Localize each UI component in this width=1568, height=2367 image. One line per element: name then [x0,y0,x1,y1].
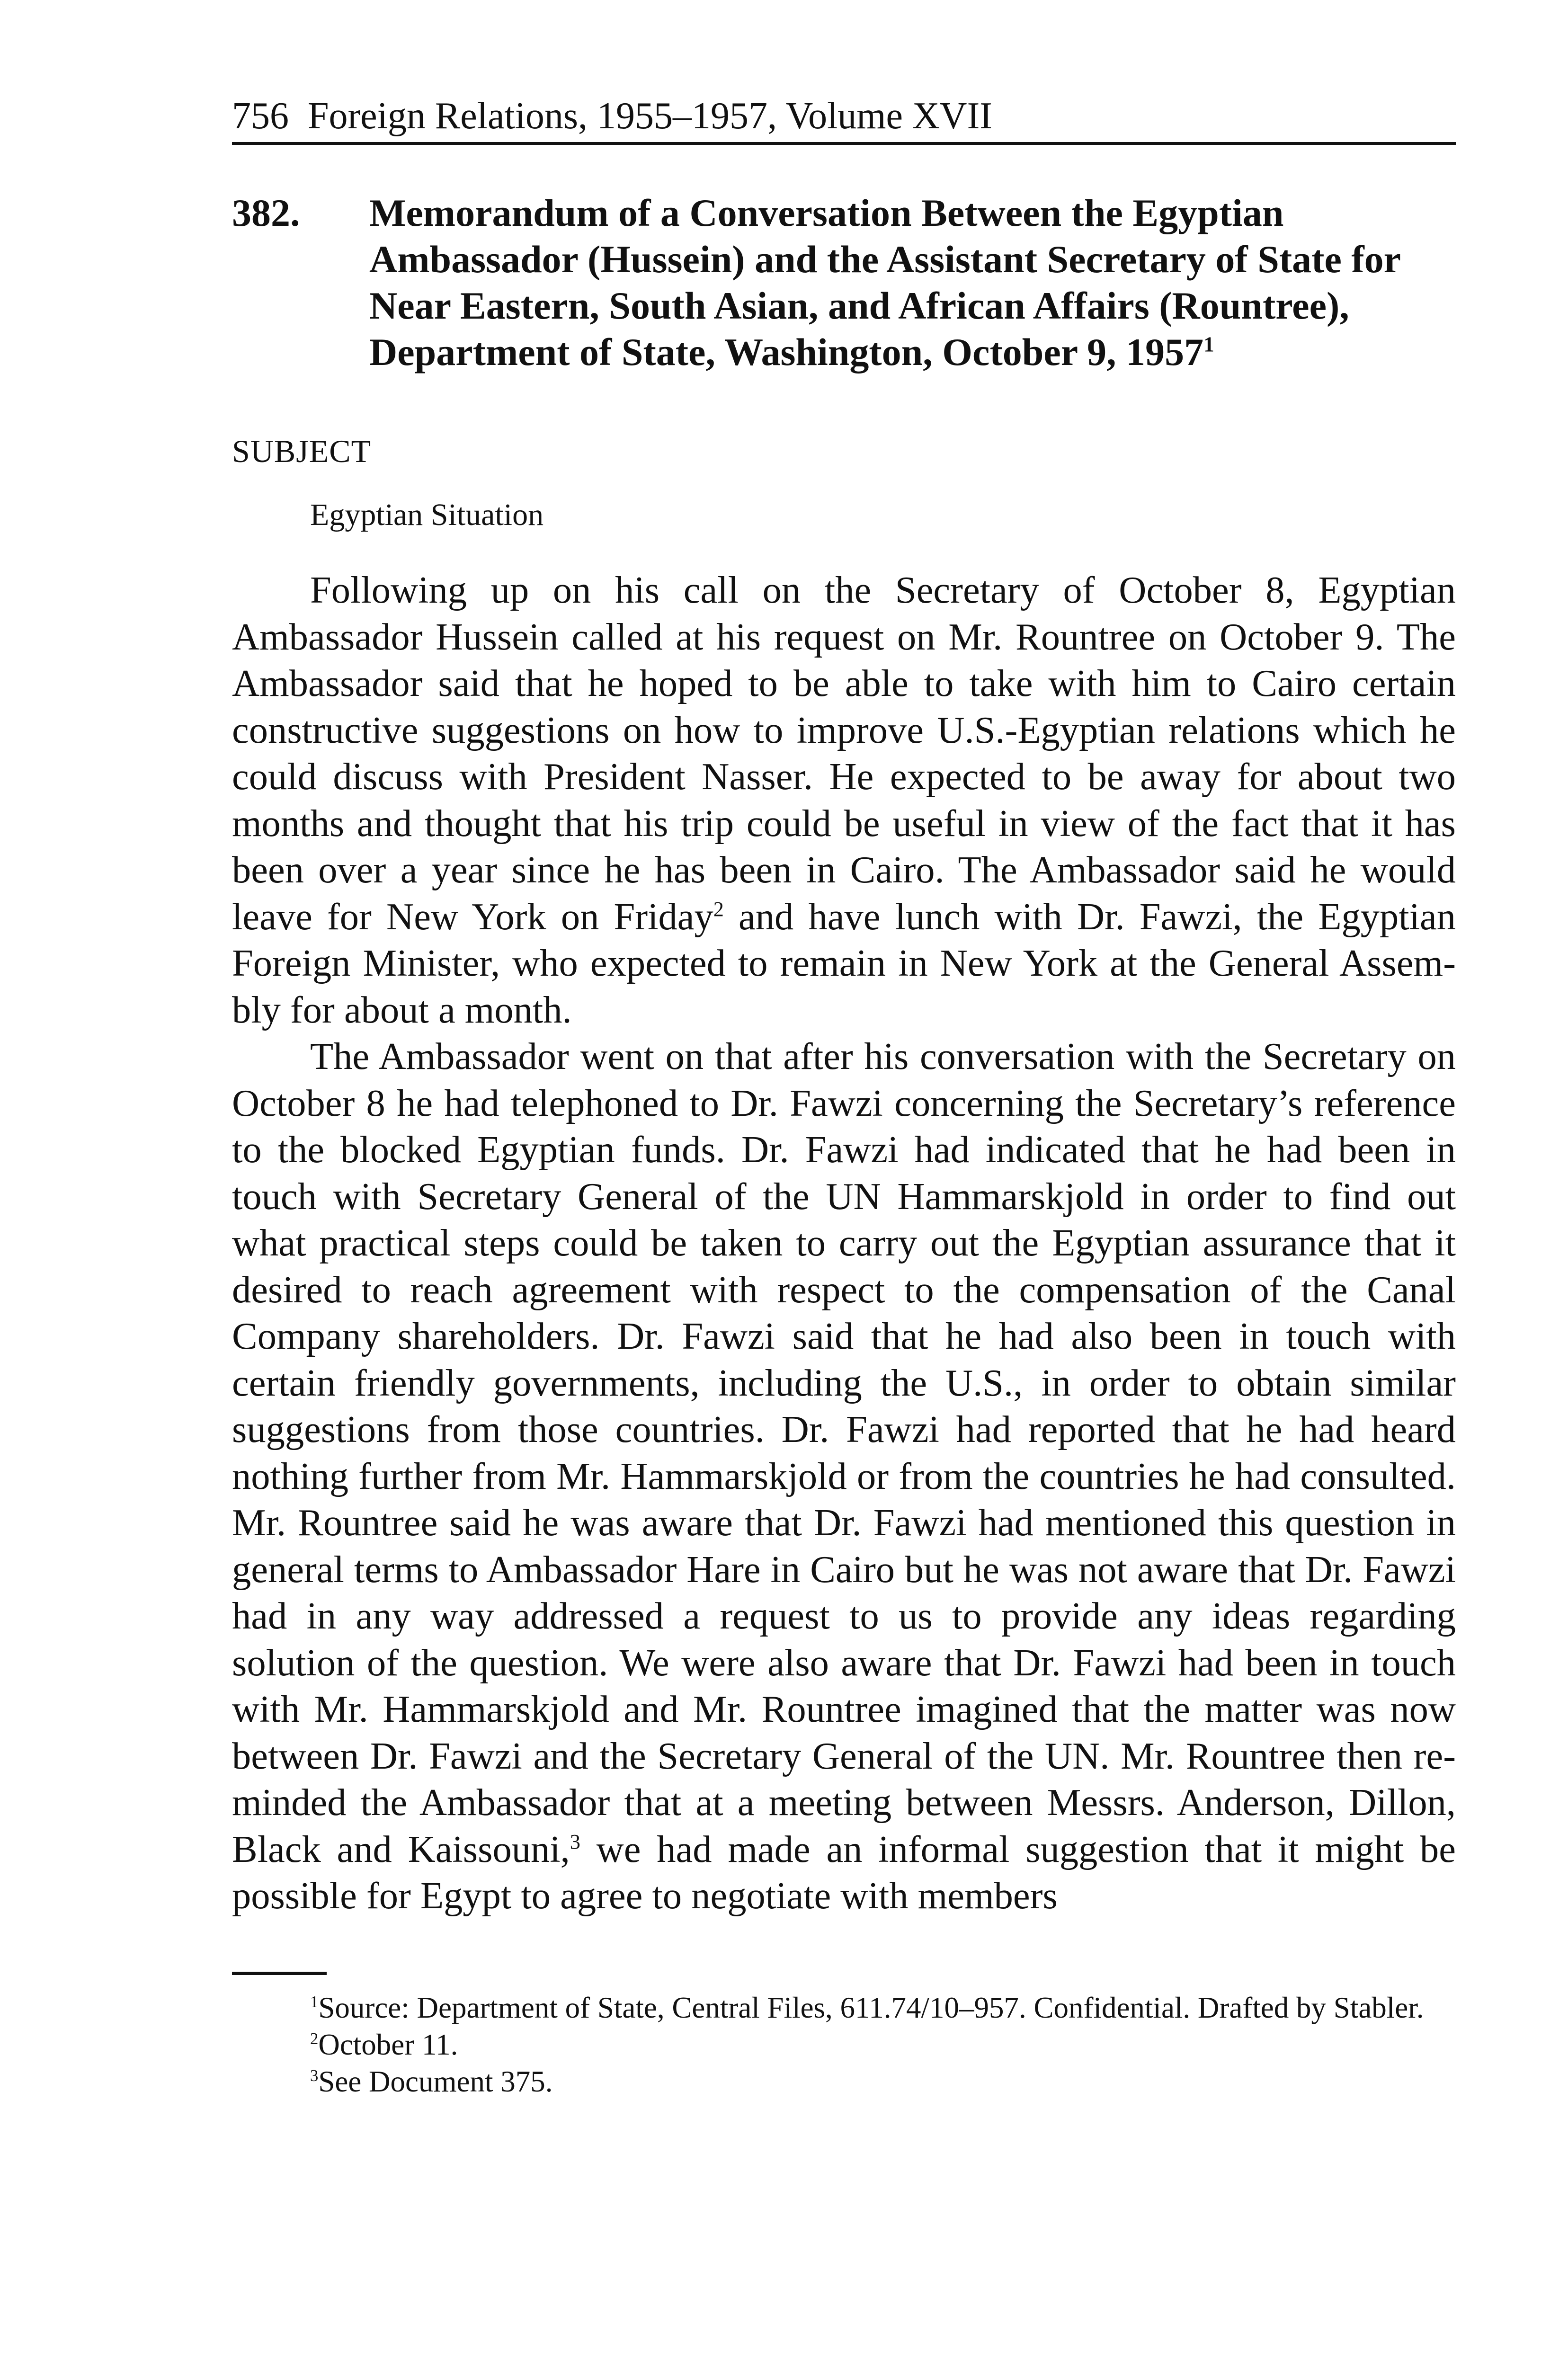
paragraph-1-text-b: and have lunch with Dr. Fawzi, the Egyptian Foreign Minister, who expected to remain in New York at the General Assembly for about a month. [232,895,1456,1031]
subject-label: SUBJECT [232,433,372,469]
running-head-title: Foreign Relations, 1955–1957, Volume XVII [308,95,992,137]
paragraph-2-text-a: The Ambassador went on that after his conversation with the Secretary on October 8 he had telephoned to Dr. Fawzi concerning the Secretary’s reference to the blocked Egyptian funds. Dr. Fawzi had indicated that he had been in touch with Secretary General of the UN Hammarskjold in order to find out what practical steps could be taken to carry out the Egyptian assurance that it desired to reach agreement with respect to the compensation of the Canal Company shareholders. Dr. Fawzi said that he had also been in touch with certain friendly governments, including the U.S., in order to obtain similar suggestions from those countries. Dr. Fawzi had reported that he had heard nothing further from Mr. Hammarskjold or from the countries he had consulted. Mr. Rountree said he was aware that Dr. Fawzi had mentioned this question in general terms to Ambassador Hare in Cairo but he was not aware that Dr. Fawzi had in any way addressed a request to us to provide any ideas regarding solution of the question. We were also aware that Dr. Fawzi had been in touch with Mr. Hammarskjold and Mr. Rountree imagined that the matter was now between Dr. Fawzi and the Secretary General of the UN. Mr. Rountree then reminded the Ambassador that at a meeting between Messrs. Anderson, Dillon, Black and Kaissouni, [232,1035,1456,1870]
footnote-3-number: 3 [310,2066,319,2085]
footnote-1-number: 1 [310,1993,319,2011]
paragraph-2 [232,1033,1456,1920]
running-head [232,90,1456,145]
document-heading [232,190,1456,375]
footnote-ref-3: 3 [570,1830,580,1853]
page [232,90,1456,2100]
footnote-1 [232,1989,1456,2026]
page-number: 756 [232,95,289,137]
paragraph-2-text-b: we had made an informal suggestion that it might be possible for Egypt to agree to negotiate with members [232,1828,1456,1917]
footnote-3 [232,2063,1456,2100]
footnote-2-text: October 11. [318,2028,458,2061]
subject-text: Egyptian Situation [310,498,544,532]
paragraph-1-text-a: Following up on his call on the Secretary of October 8, Egyptian Ambassador Hussein called at his request on Mr. Rountree on October 9. The Ambassador said that he hoped to be able to take with him to Cairo certain constructive suggestions on how to improve U.S.-Egyptian relations which he could discuss with President Nasser. He expected to be away for about two months and thought that his trip could be useful in view of the fact that it has been over a year since he has been in Cairo. The Ambassador said he would leave for New York on Friday [232,569,1456,938]
footnote-divider [232,1972,327,1975]
footnote-1-text: Source: Department of State, Central Files, 611.74/10–957. Confidential. Drafted by Stabler. [318,1991,1424,2024]
document-title: Memorandum of a Conversation Between the Egyptian Ambassador (Hussein) and the Assistant Secretary of State for Near Eastern, South Asian, and African Affairs (Rountree), Department of State, Washington, October 9, 1957 [369,191,1400,374]
footnote-3-text: See Document 375. [318,2064,553,2098]
footnote-ref-1: 1 [1203,332,1214,356]
footnote-2 [232,2026,1456,2063]
footnote-ref-2: 2 [713,897,724,921]
document-number: 382. [232,191,300,234]
paragraph-1 [232,567,1456,1033]
footnotes [232,1989,1456,2100]
document-title-block [369,190,1456,375]
footnote-2-number: 2 [310,2029,319,2048]
body-text [232,567,1456,1920]
